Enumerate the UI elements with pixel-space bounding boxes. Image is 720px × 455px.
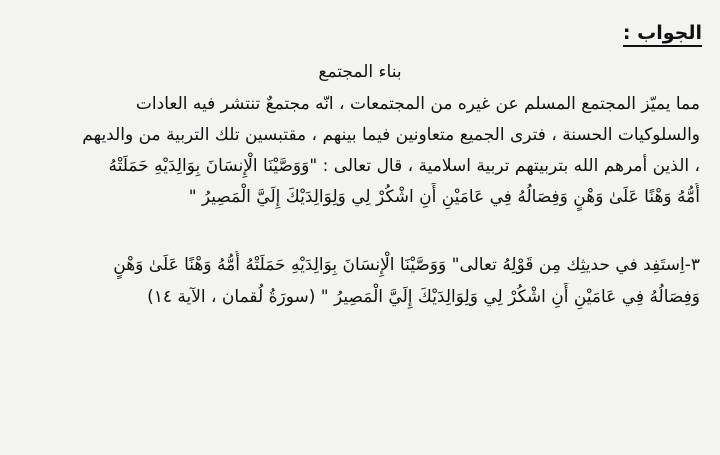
question-line: ٣-اِستَفِد في حديثِك مِن قَوْلِهُ تعالى" وَوَصَّيْنَا الْإِنسَانَ بِوَالِدَيْهِ حَمَلَتْهُ أُمُّهُ وَهْنًا عَلَىٰ وَهْنٍ xyxy=(113,255,700,275)
paragraph-line: أُمُّهُ وَهْنًا عَلَىٰ وَهْنٍ وَفِصَالُهُ فِي عَامَيْنِ أَنِ اشْكُرْ لِي وَلِوَالِدَيْكَ إِلَيَّ الْمَصِيرُ " xyxy=(188,187,700,207)
paragraph-line: مما يميّز المجتمع المسلم عن غيره من المجتمعات ، انّه مجتمعٌ تنتشر فيه العادات xyxy=(135,94,700,114)
answer-heading: الجواب : xyxy=(623,22,702,47)
question-line: وَفِصَالُهُ فِي عَامَيْنِ أَنِ اشْكُرْ لِي وَلِوَالِدَيْكَ إِلَيَّ الْمَصِيرُ " (سورَةُ لُقمان ، الآية ١٤) xyxy=(147,287,700,307)
section-title: بناء المجتمع xyxy=(318,62,402,82)
paragraph-line: والسلوكيات الحسنة ، فترى الجميع متعاونين فيما بينهم ، مقتبسين تلك التربية من والديهم xyxy=(82,125,700,145)
paragraph-line: ، الذين أمرهم الله بتربيتهم تربية اسلامية ، قال تعالى : "وَوَصَّيْنَا الْإِنسَانَ بِوَالِدَيْهِ حَمَلَتْهُ xyxy=(108,156,700,176)
